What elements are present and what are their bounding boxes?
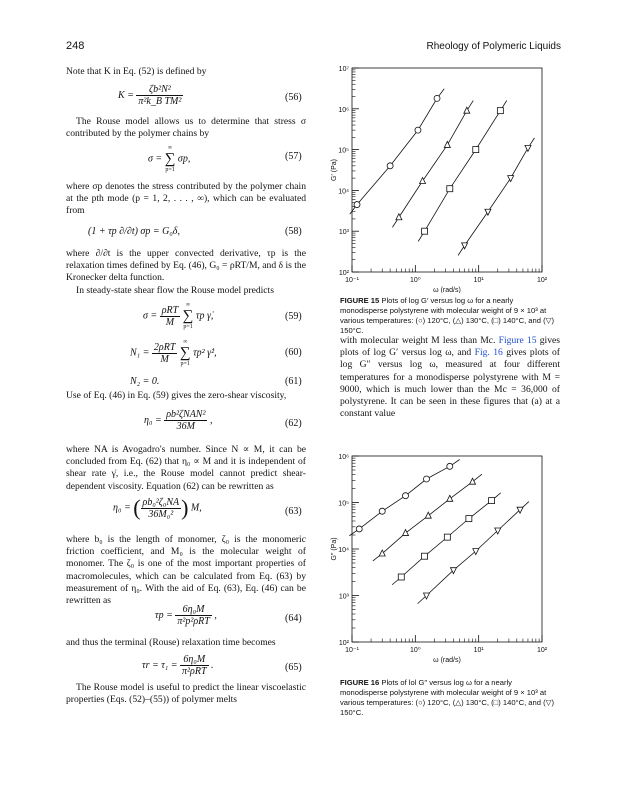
data-point-square: [473, 147, 479, 153]
figure-15-link[interactable]: Figure 15: [498, 335, 537, 346]
data-point-circle: [447, 463, 453, 469]
y-tick-label: 10⁵: [338, 500, 349, 508]
running-title: Rheology of Polymeric Liquids: [426, 41, 561, 52]
data-point-square: [489, 498, 495, 504]
paragraph-p3: where σp denotes the stress contributed by the polymer chain at the pth mode (p = 1, 2, . . . , ∞), which can be evaluated from: [66, 181, 306, 217]
y-axis-label: G′ (Pa): [331, 159, 338, 181]
data-point-triangle-up: [447, 495, 453, 501]
equation-number-59: (59): [285, 311, 302, 322]
y-tick-label: 10³: [338, 229, 349, 237]
data-point-triangle-up: [379, 550, 385, 556]
equation-number-58: (58): [285, 226, 302, 237]
equation-63: η₀ = ( $\frac{\text{ρb₀²ζ₀NA}}{\text{36M₀²}}$ ) M,: [113, 495, 202, 520]
paragraph-p9: and thus the terminal (Rouse) relaxation time becomes: [66, 637, 276, 648]
data-point-square: [466, 516, 472, 522]
data-point-circle: [387, 163, 393, 169]
x-tick-label: 10¹: [473, 647, 484, 654]
equation-56: K = $\frac{\text{ζb²N²}}{\text{π²k\_B TM²}}$: [118, 84, 182, 107]
equation-number-60: (60): [285, 347, 302, 358]
figure-16-link[interactable]: Fig. 16: [474, 347, 503, 359]
equation-58: (1 + τp ∂/∂t) σp = G₀δ,: [88, 226, 180, 237]
paragraph-p4: where ∂/∂t is the upper convected derivative, τp is the relaxation times defined by Eq. (46), G₀ = ρRT/M, and δ is the Kronecker delta function.: [66, 248, 306, 284]
page-number: 248: [66, 40, 85, 52]
data-point-triangle-down: [525, 145, 531, 151]
x-tick-label: 10⁻¹: [345, 277, 359, 284]
data-point-square: [398, 574, 404, 580]
equation-number-65: (65): [285, 662, 302, 673]
equation-57: σ = ∞ ∑ p=1 σp,: [148, 145, 191, 173]
paragraph-p10: The Rouse model is useful to predict the linear viscoelastic properties (Eqs. (52)–(55)) of polymer melts: [66, 682, 306, 706]
data-point-triangle-down: [423, 593, 429, 599]
x-axis-label: ω (rad/s): [433, 287, 461, 293]
data-point-triangle-up: [403, 530, 409, 536]
equation-62: η₀ = $\frac{\text{ρb²ζNAN²}}{36M}$ ,: [144, 409, 213, 432]
data-point-triangle-down: [517, 507, 523, 513]
paragraph-p6: Use of Eq. (46) in Eq. (59) gives the zero-shear viscosity,: [66, 390, 287, 401]
data-point-circle: [423, 476, 429, 482]
y-tick-label: 10⁵: [338, 147, 349, 155]
paragraph-p7: where NA is Avogadro's number. Since N ∝ M, it can be concluded from Eq. (62) that η₀ ∝ M and it is independent of shear rate γ̇, i.e., the Rouse model cannot predict shear-dependent viscosity. Equation (62) can be rewritten as: [66, 444, 306, 492]
paragraph-p2: The Rouse model allows us to determine that stress σ contributed by the polymer chains by: [66, 116, 306, 140]
data-point-circle: [415, 127, 421, 133]
figure-15-label: FIGURE 15: [340, 296, 380, 305]
paragraph-p1: Note that K in Eq. (52) is defined by: [66, 66, 207, 77]
figure-16-chart: [330, 448, 560, 673]
y-tick-label: 10⁷: [338, 66, 349, 73]
x-axis-label: ω (rad/s): [433, 657, 461, 664]
series-line-150°C: [418, 502, 529, 604]
equation-64: τp = $\frac{\text{6η₀M}}{\text{π²p²ρRT}}$ ,: [155, 604, 217, 627]
series-line-120°C: [350, 89, 444, 214]
equation-61: N₂ = 0.: [130, 376, 160, 387]
data-point-circle: [354, 202, 360, 208]
series-line-130°C: [392, 101, 473, 228]
figure-15-caption: [340, 296, 560, 336]
y-tick-label: 10⁴: [338, 547, 349, 554]
paragraph-p5: In steady-state shear flow the Rouse model predicts: [76, 285, 274, 296]
data-point-circle: [379, 508, 385, 514]
data-point-triangle-down: [473, 549, 479, 555]
equation-number-61: (61): [285, 376, 302, 387]
data-point-square: [497, 108, 503, 114]
data-point-square: [422, 553, 428, 559]
equation-number-56: (56): [285, 92, 302, 103]
data-point-square: [444, 534, 450, 540]
y-tick-label: 10⁶: [338, 106, 349, 114]
figure-15-chart: [330, 58, 560, 293]
equation-number-64: (64): [285, 613, 302, 624]
x-tick-label: 10¹: [473, 277, 484, 284]
equation-number-57: (57): [285, 151, 302, 162]
equation-number-63: (63): [285, 506, 302, 517]
data-point-circle: [356, 526, 362, 532]
equation-59: σ = $\frac{\text{ρRT}}{M}$ ∞ ∑ p=1 τp γ̇,: [143, 302, 214, 330]
y-tick-label: 10⁴: [338, 188, 349, 196]
body-paragraph-right: with molecular weight M less than Mc. Figure 15 gives plots of log G′ versus log ω, and Fig. 16 gives plots of log G″ versus log ω, measured at four different temperatures for a monodisperse polystyrene with M = 9000, which is much lower than the Mc = 36,000 of polystyrene. It can be seen in these figures that (a) at a constant value: [340, 335, 560, 420]
data-point-circle: [434, 95, 440, 101]
series-line-150°C: [458, 138, 534, 256]
x-tick-label: 10²: [536, 277, 548, 284]
data-point-square: [422, 228, 428, 234]
y-axis-label: G″ (Pa): [331, 537, 338, 561]
y-tick-label: 10²: [338, 640, 349, 647]
figure-16-label: FIGURE 16: [340, 678, 380, 687]
x-tick-label: 10⁰: [410, 277, 421, 284]
data-point-circle: [403, 493, 409, 499]
data-point-triangle-up: [444, 141, 450, 147]
x-tick-label: 10²: [536, 647, 548, 654]
data-point-triangle-down: [450, 568, 456, 574]
figure-15-caption-text: Plots of log G′ versus log ω for a nearly monodisperse polystyrene with molecular weight of 9 × 10³ at various temperatures: (○) 120°C, (△) 130°C, (□) 140°C, and (▽) 150°C.: [340, 296, 554, 335]
plot-frame: [352, 456, 542, 642]
x-tick-label: 10⁰: [410, 647, 421, 654]
data-point-triangle-up: [470, 478, 476, 484]
data-point-triangle-down: [495, 528, 501, 534]
y-tick-label: 10³: [338, 593, 349, 601]
figure-16-caption-text: Plots of lol G″ versus log ω for a nearly monodisperse polystyrene with molecular weight of 9 × 10³ at various temperatures: (○) 120°C, (△) 130°C, (□) 140°C, and (▽) 150°C.: [340, 678, 554, 717]
paragraph-p8: where b₀ is the length of monomer, ζ₀ is the monomeric friction coefficient, and M₀ is the molecular weight of monomer. The ζ₀ is one of the most important properties of macromolecules, which can be calculated from Eq. (63) by measurement of η₀. With the aid of Eq. (63), Eq. (46) can be rewritten as: [66, 534, 306, 607]
x-tick-label: 10⁻¹: [345, 647, 359, 654]
y-tick-label: 10⁶: [338, 454, 349, 461]
equation-65: τr = τ₁ = $\frac{\text{6η₀M}}{\text{π²ρRT}}$ .: [142, 654, 214, 677]
figure-16-caption: [340, 678, 560, 718]
y-tick-label: 10²: [338, 270, 349, 277]
series-line-140°C: [418, 101, 507, 242]
data-point-square: [447, 186, 453, 192]
equation-60: N₁ = $\frac{\text{2ρRT}}{M}$ ∞ ∑ p=1 τp² γ̇²,: [130, 339, 217, 367]
plot-frame: [352, 68, 542, 272]
data-point-triangle-up: [425, 512, 431, 518]
equation-number-62: (62): [285, 418, 302, 429]
